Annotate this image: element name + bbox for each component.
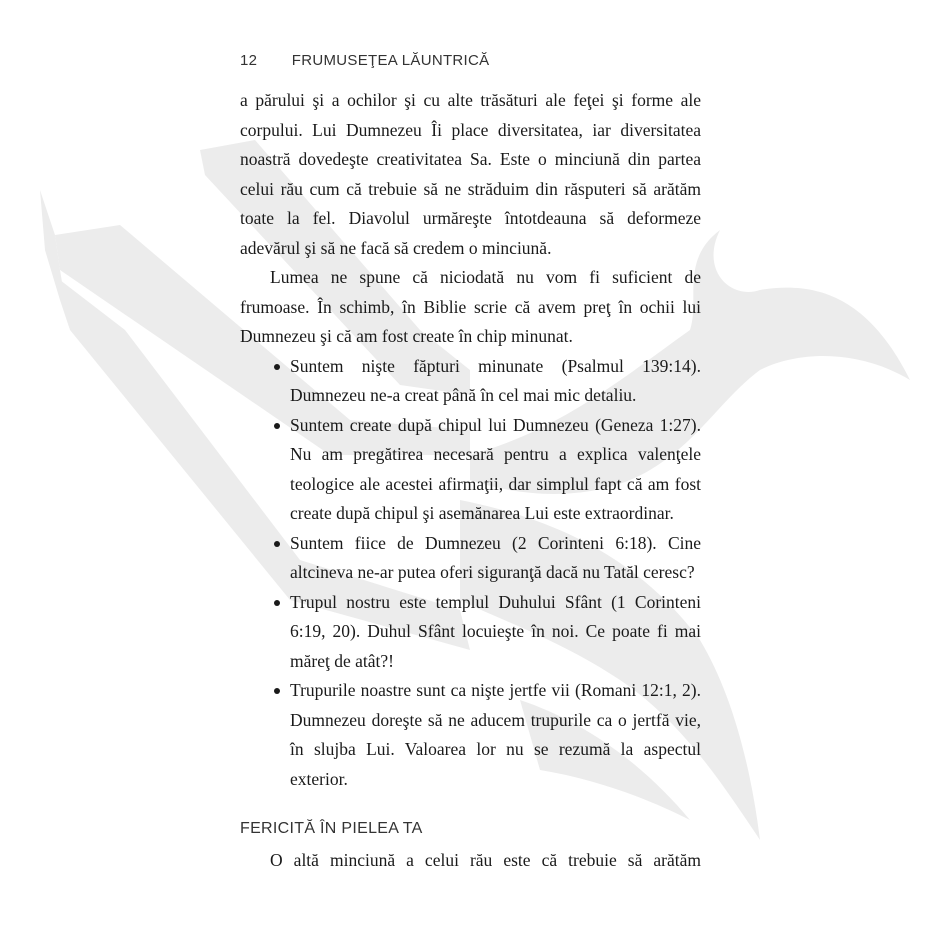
bullet-item: Trupurile noastre sunt ca nişte jertfe vii (Romani 12:1, 2). Dumnezeu doreşte să ne aducem trupurile ca o jertfă vie, în slujba Lui. Valoarea lor nu se rezumă la aspectul exterior. bbox=[290, 676, 701, 794]
book-title: FRUMUSEŢEA LĂUNTRICĂ bbox=[291, 52, 490, 69]
section-paragraph: O altă minciună a celui rău este că trebuie să arătăm bbox=[270, 850, 701, 870]
bullet-list bbox=[240, 352, 701, 795]
bullet-item: Trupul nostru este templul Duhului Sfânt (1 Corinteni 6:19, 20). Duhul Sfânt locuieşte în noi. Ce poate fi mai măreţ de atât?! bbox=[290, 588, 701, 677]
paragraph-1: a părului şi a ochilor şi cu alte trăsături ale feţei şi forme ale corpului. Lui Dumnezeu Îi place diversitatea, iar diversitatea noastră dovedeşte creativitatea Sa. Este o minciună din partea celui rău cum că trebuie să ne străduim din răsputeri să arătăm toate la fel. Diavolul urmăreşte întotdeauna să deformeze adevărul şi să ne facă să credem o minciună. bbox=[240, 90, 701, 258]
section-heading: FERICITĂ ÎN PIELEA TA bbox=[240, 820, 423, 837]
bullet-item: Suntem fiice de Dumnezeu (2 Corinteni 6:18). Cine altcineva ne-ar putea oferi siguranţă dacă nu Tatăl ceresc? bbox=[290, 529, 701, 588]
bullet-item: Suntem nişte făpturi minunate (Psalmul 139:14). Dumnezeu ne-a creat până în cel mai mic detaliu. bbox=[290, 352, 701, 411]
paragraph-2: Lumea ne spune că niciodată nu vom fi suficient de frumoase. În schimb, în Biblie scrie că avem preţ în ochii lui Dumnezeu şi că am fost create în chip minunat. bbox=[240, 267, 701, 346]
running-head bbox=[240, 52, 489, 69]
page-number: 12 bbox=[240, 52, 258, 69]
bullet-item: Suntem create după chipul lui Dumnezeu (Geneza 1:27). Nu am pregătirea necesară pentru a explica valenţele teologice ale acestei afirmaţii, dar simplul fapt că am fost create după chipul şi asemănarea Lui este extraordinar. bbox=[290, 411, 701, 529]
body-text bbox=[240, 86, 701, 794]
